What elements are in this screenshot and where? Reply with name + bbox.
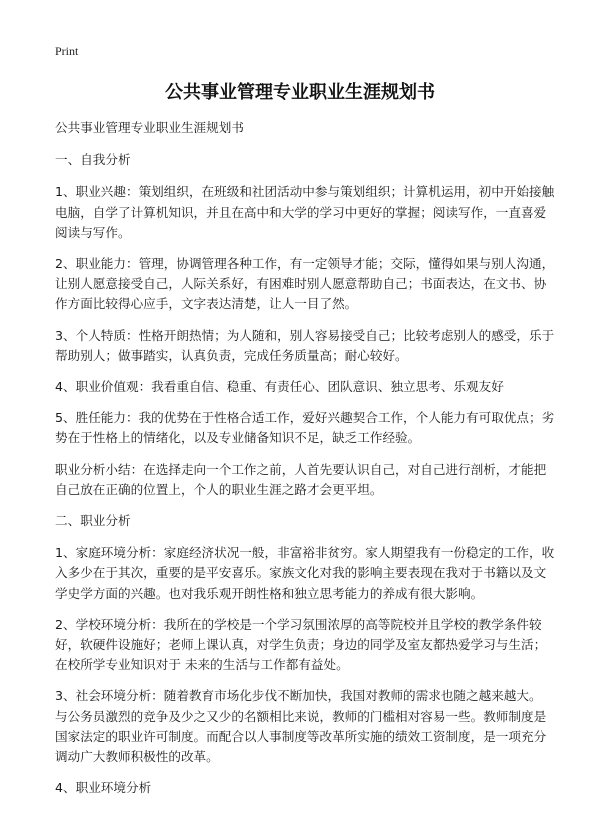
paragraph-career-environment: 4、职业环境分析 [55, 780, 152, 796]
print-link[interactable]: Print [55, 44, 79, 58]
paragraph-competence: 5、胜任能力：我的优势在于性格合适工作，爱好兴趣契合工作，个人能力有可取优点；劣势在于性格上的情绪化，以及专业储备知识不足，缺乏工作经验。 [55, 410, 555, 446]
paragraph-personal-traits: 3、个人特质：性格开朗热情；为人随和，别人容易接受自己；比较考虑别人的感受，乐于帮助别人；做事踏实，认真负责，完成任务质量高；耐心较好。 [55, 327, 555, 363]
paragraph-career-ability: 2、职业能力：管理，协调管理各种工作，有一定领导才能；交际，懂得如果与别人沟通，让别人愿意接受自己，人际关系好，有困难时别人愿意帮助自己；书面表达，在文书、协作方面比较得心应手，文字表达清楚，让人一目了然。 [55, 256, 555, 312]
paragraph-analysis-summary: 职业分析小结：在选择走向一个工作之前，人首先要认识自己，对自己进行剖析，才能把自己放在正确的位置上，个人的职业生涯之路才会更平坦。 [55, 461, 547, 497]
paragraph-career-values: 4、职业价值观：我看重自信、稳重、有责任心、团队意识、独立思考、乐观友好 [55, 379, 504, 395]
paragraph-career-interest: 1、职业兴趣：策划组织，在班级和社团活动中参与策划组织；计算机运用，初中开始接触电脑，自学了计算机知识，并且在高中和大学的学习中更好的掌握；阅读写作，一直喜爱阅读与写作。 [55, 184, 555, 240]
paragraph-social-environment: 3、社会环境分析：随着教育市场化步伐不断加快，我国对教师的需求也随之越来越大。 与公务员激烈的竞争及少之又少的名额相比来说，教师的门槛相对容易一些。教师制度是国家法定的职业许可制度。而配合以人事制度等改革所实施的绩效工资制度，是一项充分调动广大教师积极性的改革。 [55, 688, 547, 765]
document-body [55, 118, 555, 809]
paragraph-school-environment: 2、学校环境分析：我所在的学校是一个学习氛围浓厚的高等院校并且学校的教学条件较好，软硬件设施好；老师上课认真，对学生负责；身边的同学及室友都热爱学习与生活；在校所学专业知识对于 未来的生活与工作都有益处。 [55, 616, 547, 673]
document-subtitle: 公共事业管理专业职业生涯规划书 [55, 120, 244, 135]
paragraph-family-environment: 1、家庭环境分析：家庭经济状况一般，非富裕非贫穷。家人期望我有一份稳定的工作，收入多少在于其次，重要的是平安喜乐。家族文化对我的影响主要表现在我对于书籍以及文学史学方面的兴趣。也对我乐观开朗性格和独立思考能力的养成有很大影响。 [55, 545, 555, 601]
section-heading-career-analysis: 二、职业分析 [55, 513, 131, 529]
section-heading-self-analysis: 一、自我分析 [55, 152, 131, 168]
page-title: 公共事业管理专业职业生涯规划书 [165, 82, 435, 103]
